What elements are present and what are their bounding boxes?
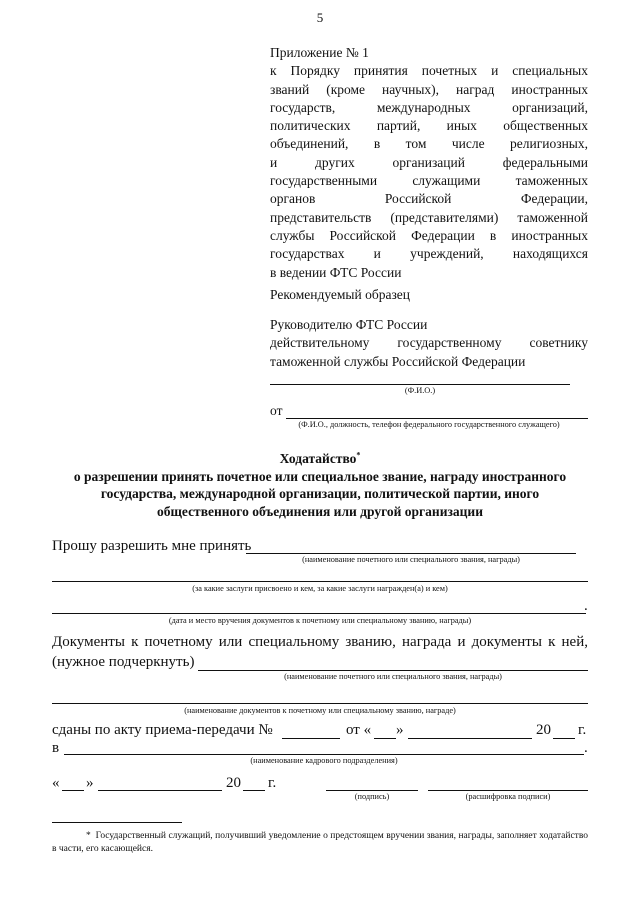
appendix-line: к Порядку принятия почетных и специальных (270, 63, 588, 79)
appendix-line: службы Российской Федерации в иностранных (270, 227, 588, 243)
addressee-line2: действительному государственному советнику (270, 335, 588, 351)
footnote-text: Государственный служащий, получивший уведомление о предстоящем вручении звания, награды, заполняет ходатайство в части, его касающейся. (52, 831, 589, 854)
from-label: от (270, 403, 283, 418)
merits-caption: (за какие заслуги присвоено и кем, за какие заслуги награжден(а) и кем) (192, 584, 448, 593)
sig-day-field[interactable] (62, 790, 84, 791)
handed-label: сданы по акту приема-передачи № (52, 722, 273, 738)
from-field[interactable] (286, 418, 588, 419)
request-label: Прошу разрешить мне принять (52, 538, 252, 554)
footnote-mark: * (356, 450, 361, 460)
signature-field[interactable] (326, 790, 418, 791)
sig-month-field[interactable] (98, 790, 222, 791)
fio-caption: (Ф.И.О.) (404, 386, 436, 395)
appendix-block (270, 44, 588, 282)
in-label: в (52, 740, 60, 756)
act-number-field[interactable] (282, 738, 340, 739)
department-field[interactable] (64, 754, 584, 755)
act-month-field[interactable] (408, 738, 532, 739)
appendix-line: государственными служащими таможенных (270, 173, 588, 189)
signature-decode-field[interactable] (428, 790, 588, 791)
signature-decode-caption: (расшифровка подписи) (465, 792, 551, 801)
appendix-line: политических партий, иных общественных (270, 118, 588, 134)
act-year-prefix: 20 (536, 722, 551, 738)
award-name-field-2[interactable] (198, 670, 588, 671)
petition-heading (0, 450, 640, 520)
award-name-field[interactable] (246, 553, 576, 554)
footnote-separator (52, 822, 182, 823)
date-place-caption: (дата и место вручения документов к почетному или специальному званию, награды) (168, 616, 472, 625)
appendix-title: Приложение № 1 (270, 45, 369, 60)
addressee-line1: Руководителю ФТС России (270, 317, 428, 332)
sig-year-prefix: 20 (226, 775, 241, 791)
documents-caption: (наименование документов к почетному или специальному званию, награде) (184, 706, 456, 715)
from-caption: (Ф.И.О., должность, телефон федерального государственного служащего) (298, 420, 560, 429)
petition-subtitle-line: государства, международной организации, политической партии, иного (100, 486, 540, 501)
from-quote-open: от « (346, 722, 372, 738)
appendix-last-line: в ведении ФТС России (270, 264, 402, 280)
appendix-line: представительств (представителями) таможенной (270, 209, 588, 225)
appendix-line: званий (кроме научных), наград иностранных (270, 81, 588, 97)
from-quote-close: » (396, 722, 404, 738)
footnote (52, 830, 588, 856)
petition-title: Ходатайство (279, 451, 357, 466)
appendix-line: государств, международных организаций, (270, 99, 588, 115)
department-period: . (584, 740, 588, 756)
recommended-sample: Рекомендуемый образец (270, 287, 411, 302)
merits-field[interactable] (52, 581, 588, 582)
date-place-field[interactable] (52, 613, 586, 614)
petition-subtitle-line: о разрешении принять почетное или специальное звание, награду иностранного (73, 468, 567, 484)
sig-date-close: » (86, 775, 94, 791)
sig-date-open: « (52, 775, 60, 791)
signature-caption: (подпись) (354, 792, 390, 801)
underline-label: (нужное подчеркнуть) (52, 654, 195, 670)
award-name-caption: (наименование почетного или специального звания, награды) (302, 555, 520, 564)
sig-year-field[interactable] (243, 790, 265, 791)
appendix-line: органов Российской Федерации, (270, 191, 588, 207)
page-number: 5 (316, 10, 324, 25)
department-caption: (наименование кадрового подразделения) (250, 756, 398, 765)
petition-title-row (0, 450, 640, 468)
addressee-line3: таможенной службы Российской Федерации (270, 353, 526, 369)
addressee-block (270, 316, 588, 371)
award-name-caption-2: (наименование почетного или специального звания, награды) (284, 672, 502, 681)
documents-field[interactable] (52, 703, 588, 704)
date-place-period: . (584, 598, 588, 614)
petition-subtitle-line: общественного объединения или другой организации (157, 503, 483, 519)
appendix-line: государствах и учреждений, находящихся (270, 246, 588, 262)
appendix-line: объединений, в том числе религиозных, (270, 136, 588, 152)
footnote-mark-bottom: * (86, 831, 91, 841)
sig-year-suffix: г. (268, 775, 277, 791)
act-day-field[interactable] (374, 738, 396, 739)
appendix-line: и других организаций федеральными (270, 154, 588, 170)
fio-field[interactable] (270, 384, 570, 385)
act-year-suffix: г. (578, 722, 587, 738)
act-year-field[interactable] (553, 738, 575, 739)
documents-line: Документы к почетному или специальному званию, награда и документы к ней, (52, 634, 588, 650)
